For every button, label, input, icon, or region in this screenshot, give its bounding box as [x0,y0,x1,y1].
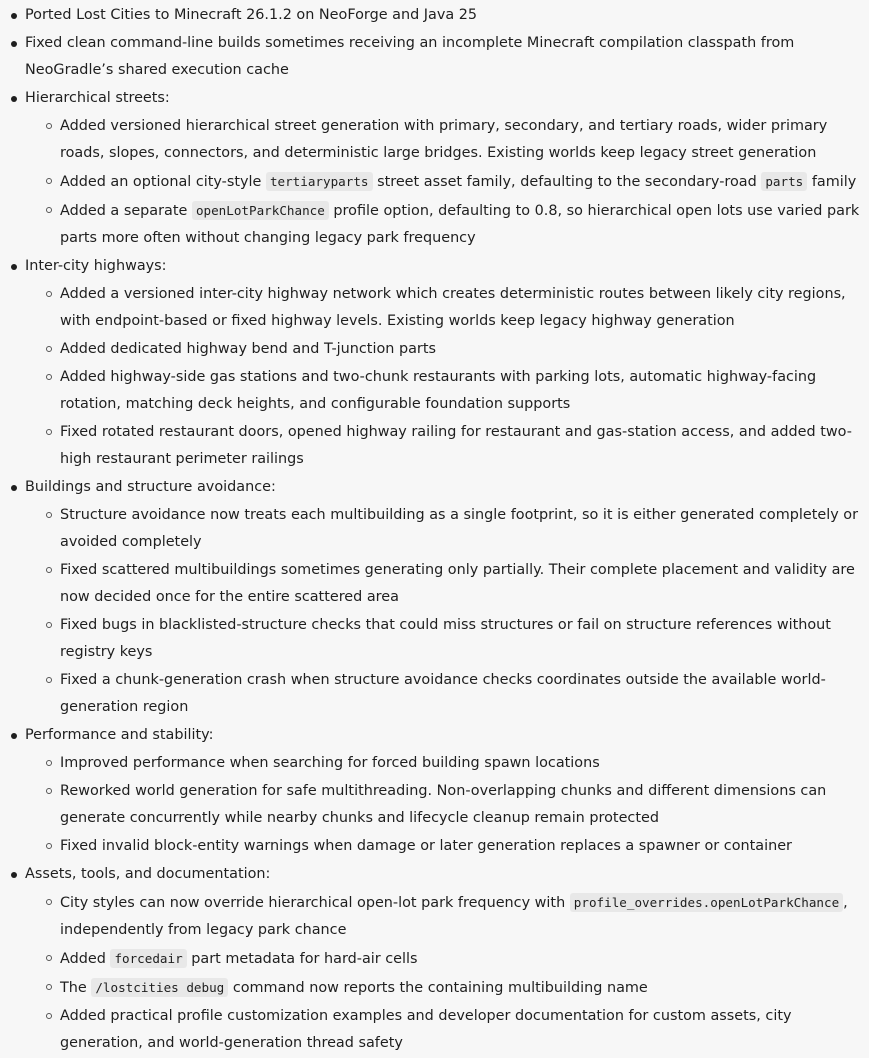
item-text: Added [60,951,111,967]
changelog-subitem [25,557,869,611]
item-text: Added an optional city-style [60,174,266,190]
item-text: profile option, defaulting to 0.8, so hierarchical open lots use varied park parts more often without changing legacy park frequency [60,203,860,246]
item-text: command now reports the containing multibuilding name [228,980,648,996]
item-text: Added versioned hierarchical street generation with primary, secondary, and tertiary roads, wider primary roads, slopes, connectors, and deterministic large bridges. Existing worlds keep legacy street generation [60,118,828,161]
changelog-subitem [25,1003,869,1057]
changelog-item [0,253,869,473]
item-text: Fixed bugs in blacklisted-structure checks that could miss structures or fail on structure references without registry keys [60,617,831,660]
changelog-item [0,474,869,721]
item-text: part metadata for hard-air cells [186,951,418,967]
changelog-subitem [25,502,869,556]
changelog-subitem [25,833,869,860]
inline-code: forcedair [110,949,186,968]
changelog-sublist [25,281,869,473]
changelog-subitem [25,750,869,777]
inline-code: openLotParkChance [192,201,329,220]
changelog-subitem [25,281,869,335]
changelog-subitem [25,336,869,363]
item-text: City styles can now override hierarchical open-lot park frequency with [60,895,570,911]
changelog-item [0,85,869,252]
changelog-subitem [25,945,869,973]
inline-code: /lostcities debug [91,978,228,997]
changelog-sublist [25,750,869,860]
item-text: Assets, tools, and documentation: [25,866,271,882]
changelog-item [0,30,869,84]
item-text: Added a versioned inter-city highway network which creates deterministic routes between likely city regions, with endpoint-based or fixed highway levels. Existing worlds keep legacy highway generation [60,286,846,329]
item-text: Improved performance when searching for forced building spawn locations [60,755,600,771]
item-text: Performance and stability: [25,727,214,743]
item-text: Hierarchical streets: [25,90,170,106]
item-text: Fixed clean command-line builds sometimes receiving an incomplete Minecraft compilation classpath from NeoGradle’s shared execution cache [25,35,795,78]
item-text: Reworked world generation for safe multithreading. Non-overlapping chunks and different dimensions can generate concurrently while nearby chunks and lifecycle cleanup remain protected [60,783,827,826]
changelog-subitem [25,889,869,944]
changelog-subitem [25,612,869,666]
inline-code: tertiaryparts [266,172,373,191]
inline-code: parts [761,172,807,191]
changelog-item [0,722,869,860]
item-text: Buildings and structure avoidance: [25,479,276,495]
item-text: family [807,174,857,190]
changelog-subitem [25,419,869,473]
changelog-subitem [25,168,869,196]
changelog-subitem [25,778,869,832]
item-text: Fixed invalid block-entity warnings when damage or later generation replaces a spawner or container [60,838,792,854]
changelog-item [0,2,869,29]
item-text: Fixed a chunk-generation crash when structure avoidance checks coordinates outside the available world-generation region [60,672,826,715]
changelog-sublist [25,889,869,1057]
changelog-subitem [25,113,869,167]
item-text: Fixed rotated restaurant doors, opened highway railing for restaurant and gas-station access, and added two-high restaurant perimeter railings [60,424,852,467]
changelog-subitem [25,974,869,1002]
changelog-list [0,2,869,1058]
changelog-subitem [25,197,869,252]
changelog-item [0,861,869,1057]
inline-code: profile_overrides.openLotParkChance [570,893,843,912]
item-text: Fixed scattered multibuildings sometimes generating only partially. Their complete placement and validity are now decided once for the entire scattered area [60,562,855,605]
item-text: The [60,980,92,996]
item-text: street asset family, defaulting to the secondary-road [372,174,762,190]
changelog-sublist [25,502,869,721]
changelog-sublist [25,113,869,252]
item-text: Added a separate [60,203,192,219]
item-text: Ported Lost Cities to Minecraft 26.1.2 on NeoForge and Java 25 [25,7,478,23]
item-text: Added highway-side gas stations and two-chunk restaurants with parking lots, automatic highway-facing rotation, matching deck heights, and configurable foundation supports [60,369,817,412]
item-text: Structure avoidance now treats each multibuilding as a single footprint, so it is either generated completely or avoided completely [60,507,859,550]
changelog-subitem [25,667,869,721]
item-text: Added practical profile customization examples and developer documentation for custom assets, city generation, and world-generation thread safety [60,1008,792,1051]
changelog-subitem [25,364,869,418]
item-text: Added dedicated highway bend and T-junction parts [60,341,436,357]
item-text: Inter-city highways: [25,258,167,274]
item-text: , independently from legacy park chance [60,895,848,938]
